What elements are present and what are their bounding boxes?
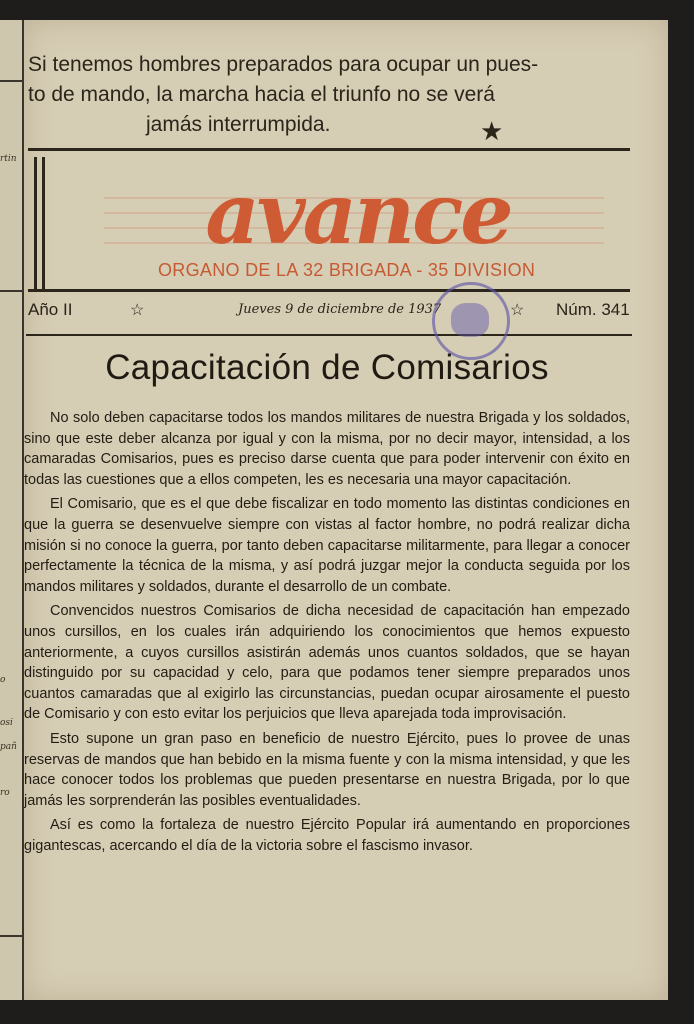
slogan-line-2: to de mando, la marcha hacia el triunfo no se verá [28, 83, 495, 106]
slogan-line-3: jamás interrumpida. [146, 113, 331, 136]
masthead-subtitle: ORGANO DE LA 32 BRIGADA - 35 DIVISION [158, 260, 536, 280]
issue-year: Año II [28, 300, 73, 319]
left-page-edge [0, 20, 24, 1000]
issue-number: Núm. 341 [556, 300, 630, 319]
newspaper-page [24, 20, 668, 1000]
masthead-rule [42, 157, 45, 291]
stamp-emblem [451, 303, 489, 337]
star-icon: ★ [480, 116, 504, 146]
left-fragment: rtin [0, 154, 17, 164]
left-rule [0, 290, 22, 292]
article-paragraph: El Comisario, que es el que debe fiscalizar en todo momento las distintas condiciones en que la guerra se desenvuelve siempre con vistas al factor hombre, no podrá realizar dicha misión si no conoce la guerra, por tanto deben capacitarse militarmente, para llegar a conocer perfectamente la técnica de la misma, y así podrá juzgar mejor la conducta seguida por los mandos militares y soldados, durante el desarrollo de un combate. [24, 496, 630, 595]
article-paragraph: Esto supone un gran paso en beneficio de nuestro Ejército, pues lo provee de unas reservas de mandos que han bebido en la misma fuente y con la misma intensidad, y que les hace conocer todos los problemas que pueden presentarse en nuestra Brigada, por lo que jamás les sorprenderán las posibles eventualidades. [24, 730, 630, 809]
article-paragraph: No solo deben capacitarse todos los mandos militares de nuestra Brigada y los soldados, sino que este deber alcanza por igual y con la misma, por no decir mayor, intensidad, a los camaradas Comisarios, pues es preciso darse cuenta que para poder intervenir con éxito en todas las cuestiones que a ellos competen, les es necesaria una mayor capacitación. [24, 410, 630, 488]
left-fragment: o [0, 675, 6, 685]
masthead-logo-decoration [104, 164, 624, 268]
article-body [24, 408, 630, 860]
left-fragment: pañ [0, 742, 17, 752]
slogan [28, 50, 632, 140]
left-rule [0, 935, 22, 937]
star-outline-icon: ☆ [510, 302, 525, 319]
left-rule [0, 80, 22, 82]
article-paragraph: Convencidos nuestros Comisarios de dicha necesidad de capacitación han empezado unos cursillos, en los cuales irán adquiriendo los conocimientos que hemos expuesto anteriormente, a cuyos cursillos asistirán además unos cuantos soldados, que se hayan distinguido por su capacidad y celo, para que podamos tener siempre preparados unos cuantos camaradas que al exigirlo las circunstancias, puedan ocupar airosamente el puesto de Comisario y con esto evitar los perjuicios que lleva aparejada toda improvisación. [24, 603, 630, 723]
star-outline-icon: ☆ [130, 302, 145, 319]
slogan-line-1: Si tenemos hombres preparados para ocupar un pues- [28, 53, 539, 76]
issue-info-bar [26, 294, 632, 336]
article-paragraph: Así es como la fortaleza de nuestro Ejército Popular irá aumentando en proporciones gigantescas, acercando el día de la victoria sobre el fascismo invasor. [24, 817, 630, 854]
left-fragment: osi [0, 718, 13, 728]
article-headline: Capacitación de Comisarios [105, 348, 549, 387]
masthead-rule [34, 157, 37, 291]
left-fragment: ro [0, 788, 10, 798]
masthead-logo: avance [205, 164, 511, 263]
issue-date: Jueves 9 de diciembre de 1937 [238, 302, 442, 317]
